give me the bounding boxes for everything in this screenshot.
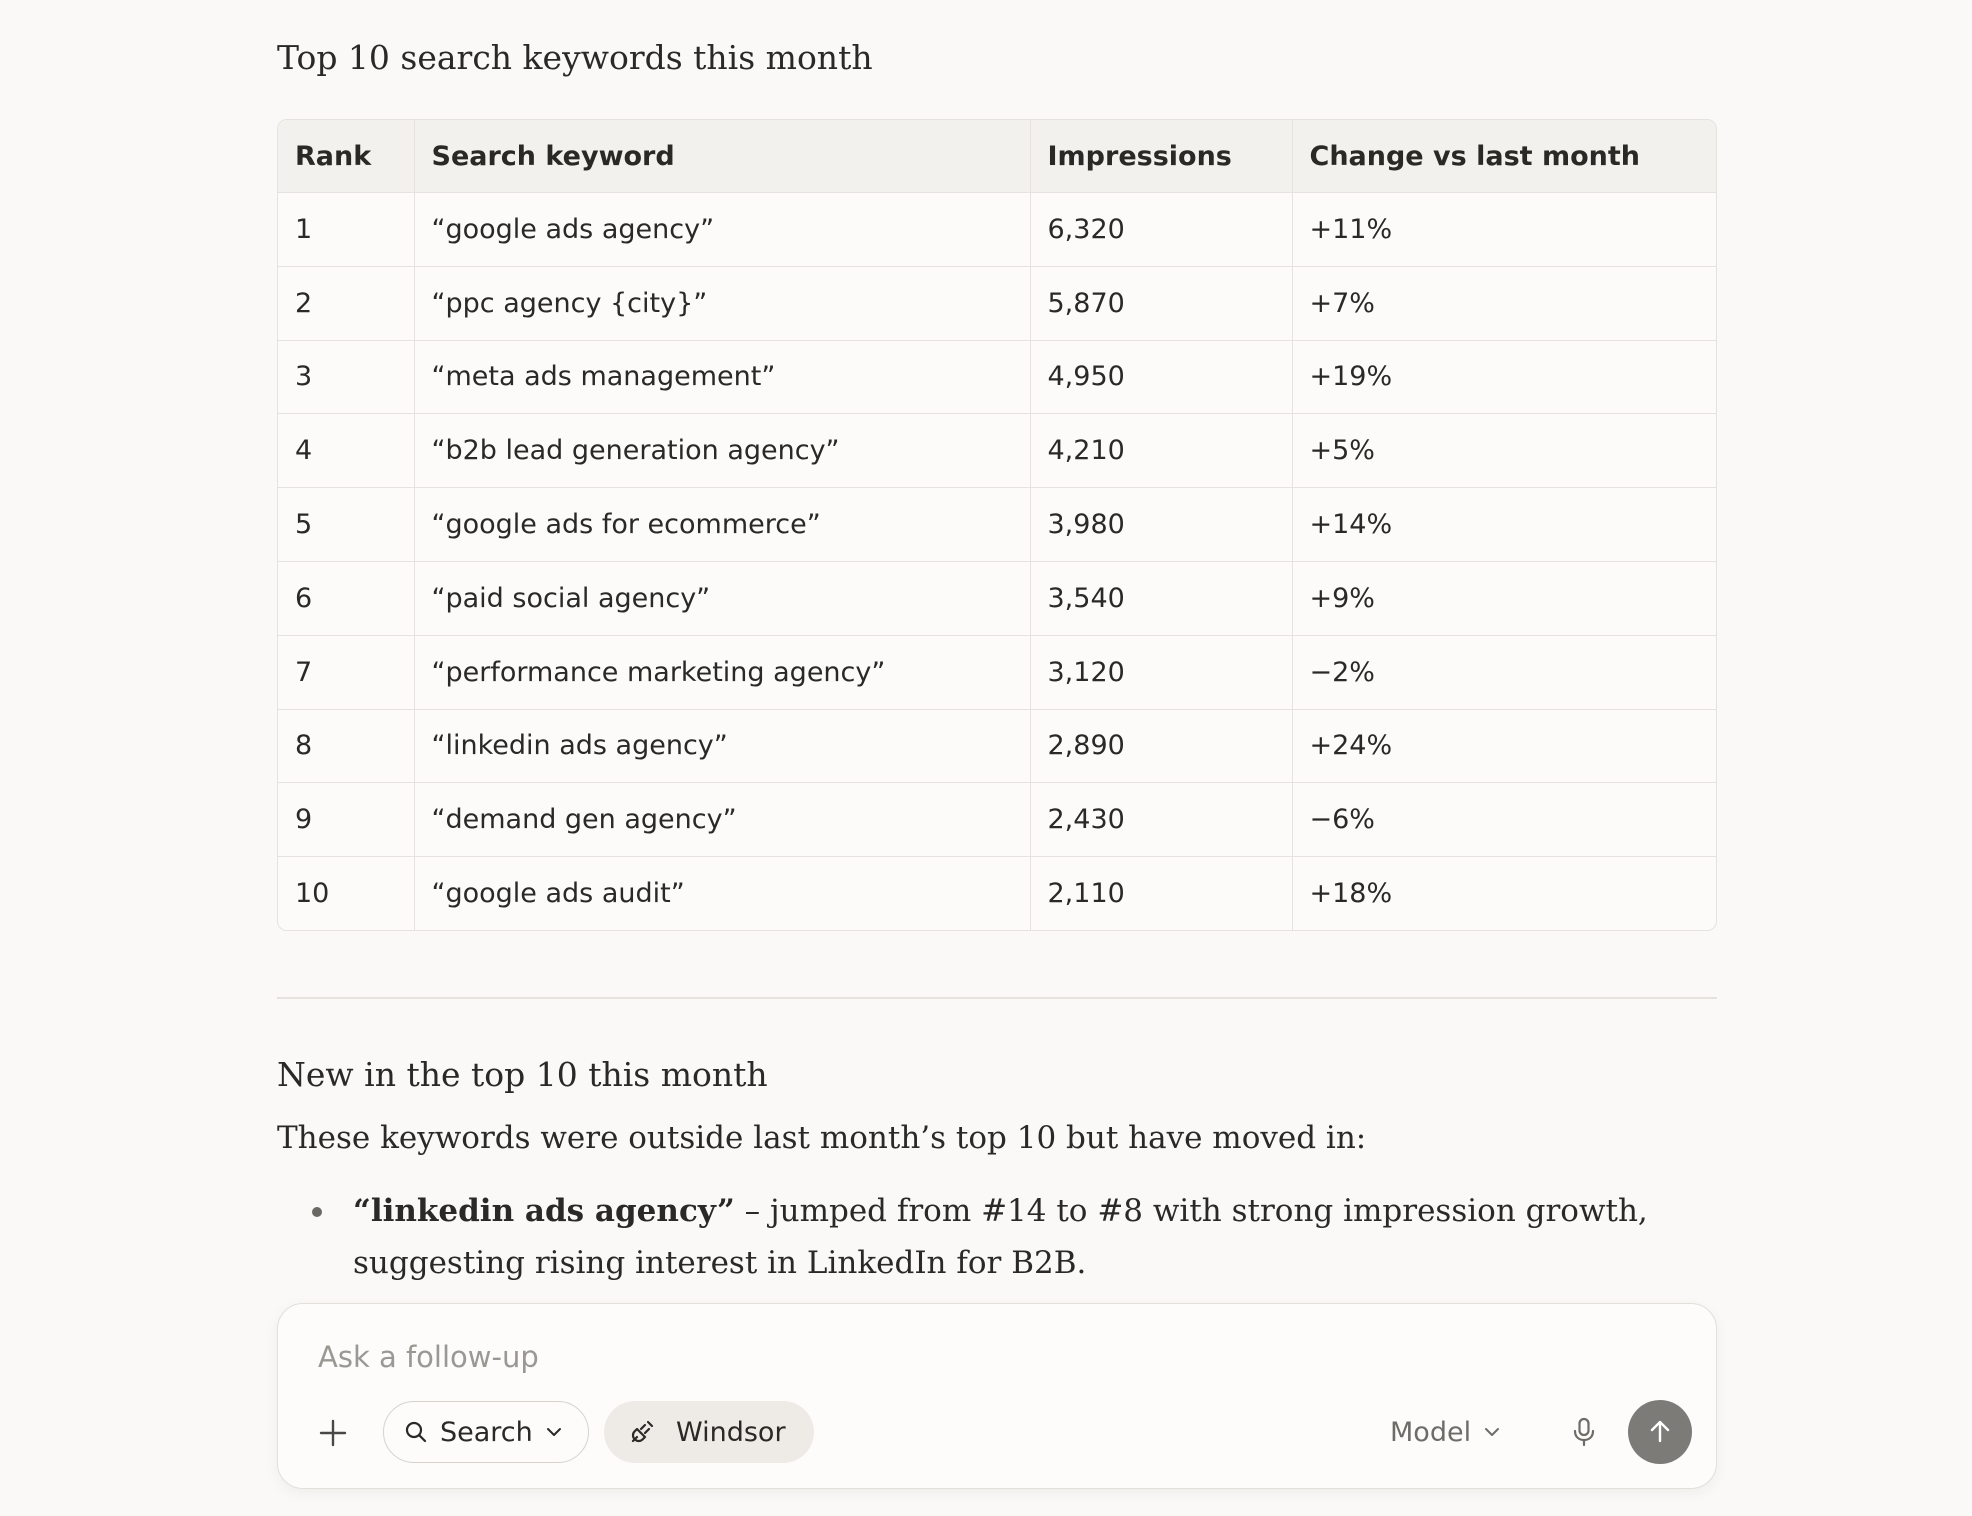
cell-keyword: “paid social agency” (414, 561, 1030, 635)
cell-rank: 5 (278, 488, 414, 562)
cell-impressions: 4,210 (1030, 414, 1292, 488)
cell-keyword: “demand gen agency” (414, 783, 1030, 857)
cell-impressions: 3,540 (1030, 561, 1292, 635)
windsor-label: Windsor (676, 1416, 786, 1448)
cell-keyword: “linkedin ads agency” (414, 709, 1030, 783)
cell-impressions: 3,980 (1030, 488, 1292, 562)
cell-rank: 1 (278, 193, 414, 267)
chevron-down-icon (1483, 1423, 1501, 1441)
chevron-down-icon (545, 1423, 563, 1441)
cell-impressions: 5,870 (1030, 266, 1292, 340)
add-attachment-button[interactable] (308, 1408, 358, 1458)
model-label: Model (1390, 1416, 1472, 1448)
table-row (278, 783, 1716, 857)
column-header-rank: Rank (278, 120, 414, 193)
cell-rank: 4 (278, 414, 414, 488)
cell-rank: 9 (278, 783, 414, 857)
cell-rank: 6 (278, 561, 414, 635)
send-button[interactable] (1628, 1400, 1692, 1464)
cell-impressions: 2,110 (1030, 857, 1292, 930)
table-row (278, 340, 1716, 414)
cell-change: +19% (1292, 340, 1716, 414)
cell-rank: 7 (278, 635, 414, 709)
table-row (278, 709, 1716, 783)
cell-change: −6% (1292, 783, 1716, 857)
table-row (278, 414, 1716, 488)
search-icon (404, 1420, 428, 1444)
cell-impressions: 4,950 (1030, 340, 1292, 414)
cell-change: +11% (1292, 193, 1716, 267)
cell-keyword: “ppc agency {city}” (414, 266, 1030, 340)
table-body (278, 193, 1716, 930)
table-row (278, 266, 1716, 340)
list-item (277, 1185, 1717, 1289)
cell-rank: 8 (278, 709, 414, 783)
cell-change: +7% (1292, 266, 1716, 340)
table-row (278, 561, 1716, 635)
cell-keyword: “b2b lead generation agency” (414, 414, 1030, 488)
bullet-dot (312, 1207, 322, 1217)
bullet-text: – jumped from #14 to #8 with strong impression growth, suggesting rising interest in LinkedIn for B2B. (353, 1193, 1648, 1281)
model-selector[interactable] (1390, 1401, 1501, 1463)
search-mode-button[interactable] (383, 1401, 589, 1463)
cell-rank: 2 (278, 266, 414, 340)
search-mode-label: Search (440, 1416, 533, 1448)
table-row (278, 857, 1716, 930)
voice-input-button[interactable] (1559, 1407, 1609, 1457)
arrow-up-icon (1647, 1419, 1673, 1445)
column-header-change: Change vs last month (1292, 120, 1716, 193)
cell-change: +14% (1292, 488, 1716, 562)
cell-keyword: “google ads audit” (414, 857, 1030, 930)
follow-up-composer (277, 1303, 1717, 1489)
cell-impressions: 3,120 (1030, 635, 1292, 709)
cell-rank: 3 (278, 340, 414, 414)
cell-keyword: “google ads for ecommerce” (414, 488, 1030, 562)
cell-impressions: 2,890 (1030, 709, 1292, 783)
column-header-impressions: Impressions (1030, 120, 1292, 193)
windsor-connector-button[interactable] (604, 1401, 814, 1463)
cell-change: +5% (1292, 414, 1716, 488)
bullet-keyword: “linkedin ads agency” (353, 1193, 735, 1229)
keywords-table-container (277, 119, 1717, 931)
cell-change: +9% (1292, 561, 1716, 635)
cell-keyword: “google ads agency” (414, 193, 1030, 267)
cell-keyword: “performance marketing agency” (414, 635, 1030, 709)
table-header-row (278, 120, 1716, 193)
section-heading-top10: Top 10 search keywords this month (277, 38, 873, 77)
section-heading-new: New in the top 10 this month (277, 1055, 768, 1094)
cell-keyword: “meta ads management” (414, 340, 1030, 414)
microphone-icon (1571, 1417, 1597, 1447)
section-divider (277, 997, 1717, 999)
table-row (278, 193, 1716, 267)
follow-up-input[interactable] (318, 1340, 1618, 1374)
new-entries-intro: These keywords were outside last month’s top 10 but have moved in: (277, 1120, 1367, 1156)
table-row (278, 488, 1716, 562)
cell-change: −2% (1292, 635, 1716, 709)
table-row (278, 635, 1716, 709)
column-header-keyword: Search keyword (414, 120, 1030, 193)
cell-impressions: 6,320 (1030, 193, 1292, 267)
cell-change: +18% (1309, 878, 1393, 910)
cell-impressions: 2,430 (1030, 783, 1292, 857)
plus-icon (318, 1418, 348, 1448)
cell-change: +24% (1292, 709, 1716, 783)
cell-rank: 10 (278, 857, 414, 930)
new-entries-list (277, 1185, 1717, 1289)
keywords-table (278, 120, 1716, 930)
plug-icon (628, 1418, 656, 1446)
